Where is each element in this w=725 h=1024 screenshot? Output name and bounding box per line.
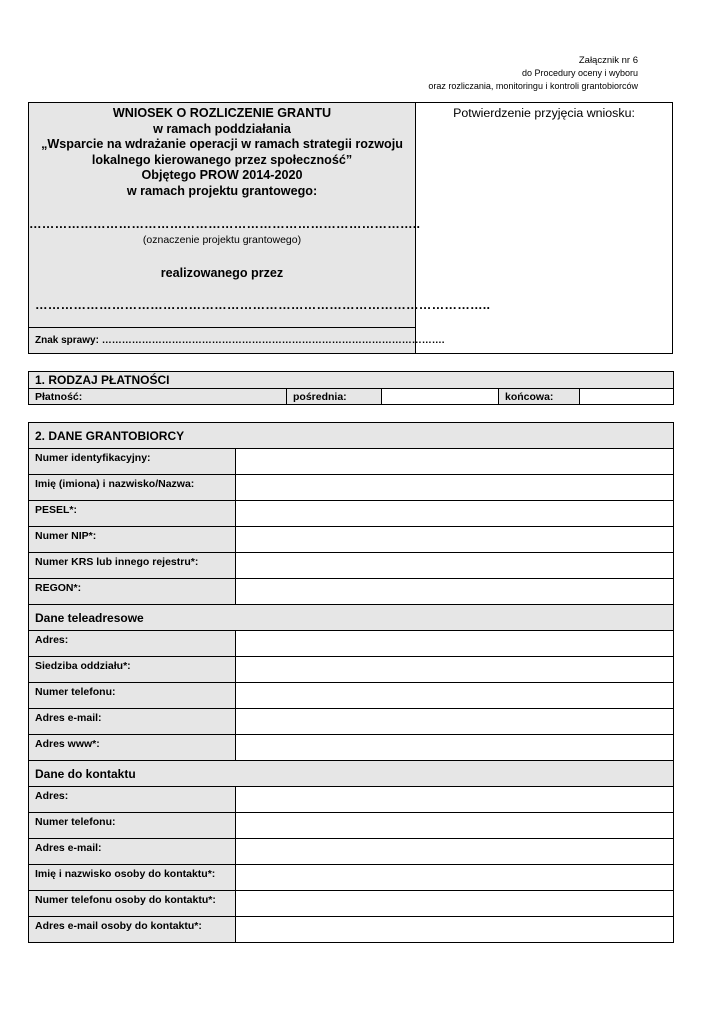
email-input[interactable] <box>236 709 674 735</box>
case-sign-field[interactable]: Znak sprawy: …………………………………………………………………………………………. <box>29 327 415 353</box>
contact-person-phone-input[interactable] <box>236 891 674 917</box>
row-label: PESEL*: <box>29 501 236 527</box>
address-input[interactable] <box>236 631 674 657</box>
project-designation-field[interactable]: ……………………………………………………………………………….. <box>29 217 421 231</box>
row-label: Numer telefonu: <box>29 683 236 709</box>
annex-line-1: Załącznik nr 6 <box>578 55 638 66</box>
application-title-panel <box>29 103 491 353</box>
row-label: Adres: <box>29 631 236 657</box>
id-number-input[interactable] <box>236 449 674 475</box>
payment-label: Płatność: <box>29 389 287 405</box>
section-1-heading: 1. RODZAJ PŁATNOŚCI <box>29 372 674 389</box>
krs-input[interactable] <box>236 553 674 579</box>
row-label: Numer telefonu: <box>29 813 236 839</box>
annex-line-2: do Procedury oceny i wyboru <box>521 68 638 78</box>
www-input[interactable] <box>236 735 674 761</box>
nip-input[interactable] <box>236 527 674 553</box>
confirmation-label: Potwierdzenie przyjęcia wniosku: <box>453 106 635 120</box>
grantee-data-table <box>28 422 674 943</box>
row-label: Imię i nazwisko osoby do kontaktu*: <box>29 865 236 891</box>
row-label: Adres www*: <box>29 735 236 761</box>
row-label: Adres e-mail: <box>29 709 236 735</box>
application-header-box <box>28 102 673 354</box>
realized-by-label: realizowanego przez <box>160 266 284 280</box>
title-line-2: w ramach poddziałania <box>153 121 291 136</box>
final-checkbox[interactable] <box>580 389 674 405</box>
row-label: Imię (imiona) i nazwisko/Nazwa: <box>29 475 236 501</box>
row-label: Numer identyfikacyjny: <box>29 449 236 475</box>
row-label: Numer KRS lub innego rejestru*: <box>29 553 236 579</box>
regon-input[interactable] <box>236 579 674 605</box>
phone-input[interactable] <box>236 683 674 709</box>
name-input[interactable] <box>236 475 674 501</box>
row-label: REGON*: <box>29 579 236 605</box>
row-label: Adres e-mail: <box>29 839 236 865</box>
row-label: Adres e-mail osoby do kontaktu*: <box>29 917 236 943</box>
row-label: Numer NIP*: <box>29 527 236 553</box>
contact-person-input[interactable] <box>236 865 674 891</box>
implementer-field[interactable]: …………………………………………………………………………………………….. <box>35 297 491 312</box>
contact-phone-input[interactable] <box>236 813 674 839</box>
pesel-input[interactable] <box>236 501 674 527</box>
intermediate-label: pośrednia: <box>287 389 382 405</box>
title-line-3: „Wsparcie na wdrażanie operacji w ramach strategii rozwoju <box>41 137 403 151</box>
row-label: Numer telefonu osoby do kontaktu*: <box>29 891 236 917</box>
row-label: Siedziba oddziału*: <box>29 657 236 683</box>
final-label: końcowa: <box>499 389 580 405</box>
project-designation-note: (oznaczenie projektu grantowego) <box>142 233 302 246</box>
intermediate-checkbox[interactable] <box>382 389 499 405</box>
contact-heading: Dane do kontaktu <box>29 761 674 787</box>
title-line-5: Objętego PROW 2014-2020 <box>141 168 303 182</box>
payment-type-table <box>28 371 674 405</box>
contact-person-email-input[interactable] <box>236 917 674 943</box>
title-line-6: w ramach projektu grantowego: <box>126 183 318 198</box>
section-2-heading: 2. DANE GRANTOBIORCY <box>29 423 674 449</box>
title-line-1: WNIOSEK O ROZLICZENIE GRANTU <box>112 106 332 120</box>
row-label: Adres: <box>29 787 236 813</box>
contact-address-heading: Dane teleadresowe <box>29 605 674 631</box>
annex-note <box>428 54 638 93</box>
title-line-4: lokalnego kierowanego przez społeczność” <box>91 152 353 167</box>
contact-address-input[interactable] <box>236 787 674 813</box>
annex-line-3: oraz rozliczania, monitoringu i kontroli grantobiorców <box>428 81 638 91</box>
branch-seat-input[interactable] <box>236 657 674 683</box>
contact-email-input[interactable] <box>236 839 674 865</box>
